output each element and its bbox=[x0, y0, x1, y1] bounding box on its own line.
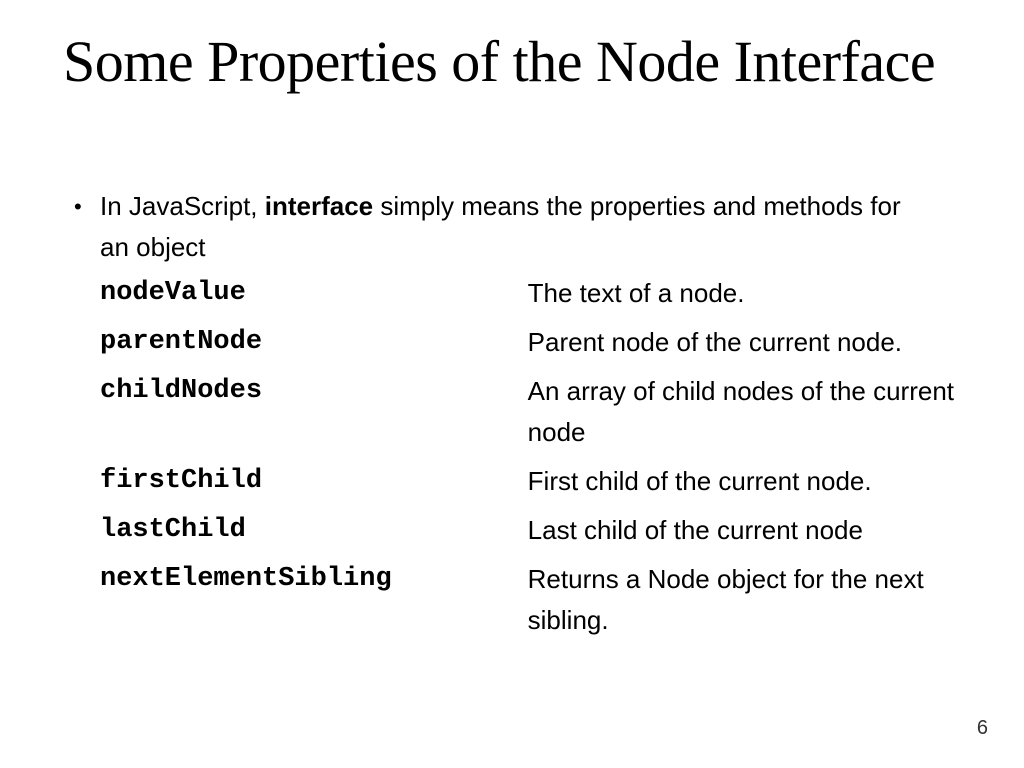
property-description: First child of the current node. bbox=[527, 466, 872, 496]
property-row bbox=[100, 559, 980, 649]
bullet-icon: • bbox=[74, 194, 82, 219]
bullet-item bbox=[74, 186, 934, 268]
property-row bbox=[100, 273, 980, 322]
property-row bbox=[100, 510, 980, 559]
bullet-text bbox=[100, 186, 934, 268]
property-name: firstChild bbox=[100, 466, 263, 496]
property-name: nodeValue bbox=[100, 278, 246, 308]
property-description: Parent node of the current node. bbox=[527, 327, 903, 357]
property-name: nextElementSibling bbox=[100, 564, 392, 594]
property-row bbox=[100, 322, 980, 371]
property-description: Last child of the current node bbox=[527, 515, 863, 545]
bullet-prefix: In JavaScript, bbox=[100, 191, 265, 221]
page-number: 6 bbox=[976, 717, 988, 739]
properties-table bbox=[100, 273, 980, 649]
property-name: parentNode bbox=[100, 327, 263, 357]
bullet-suffix: simply means the properties and methods for an object bbox=[100, 191, 901, 262]
property-row bbox=[100, 461, 980, 510]
property-description: The text of a node. bbox=[527, 278, 745, 308]
property-name: childNodes bbox=[100, 376, 263, 406]
bullet-bold-term: interface bbox=[264, 191, 374, 221]
property-row bbox=[100, 371, 980, 461]
property-name: lastChild bbox=[100, 515, 246, 545]
slide-title: Some Properties of the Node Interface bbox=[63, 29, 936, 94]
property-description: An array of child nodes of the current node bbox=[527, 376, 955, 447]
property-description: Returns a Node object for the next sibling. bbox=[527, 564, 924, 635]
